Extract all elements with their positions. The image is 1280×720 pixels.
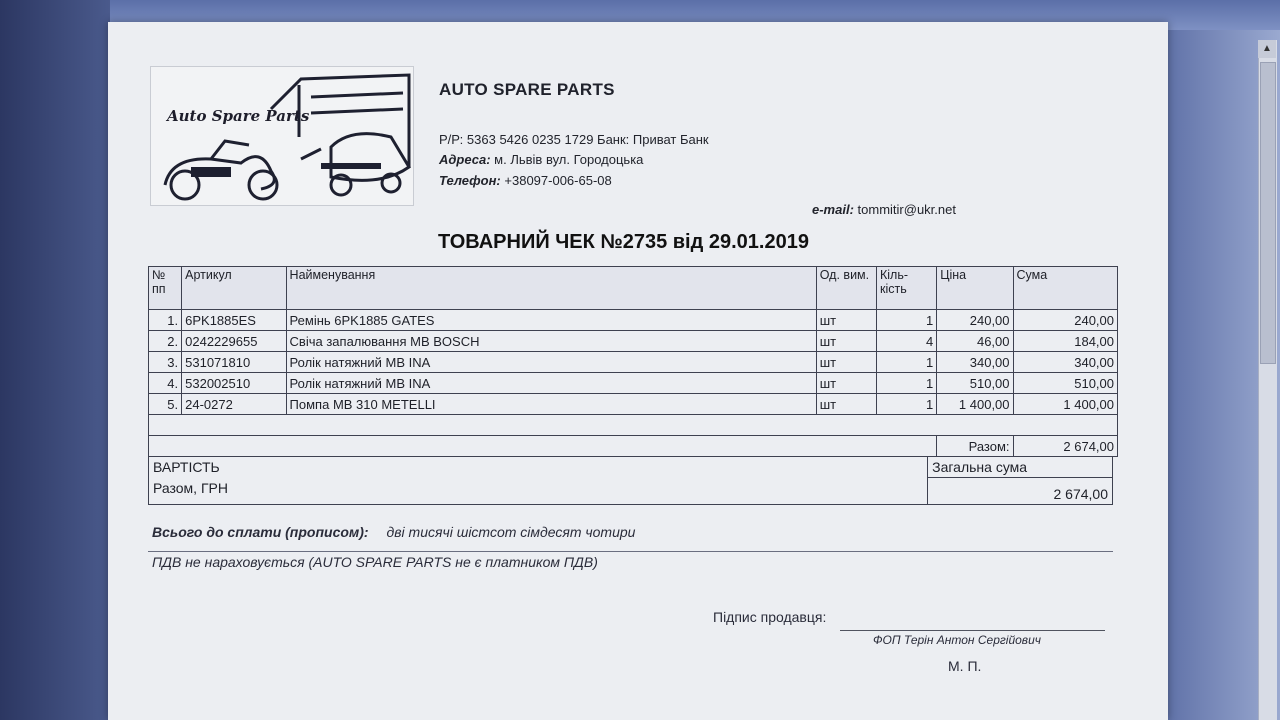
row-article: 24-0272	[182, 394, 286, 415]
row-num: 3.	[149, 352, 182, 373]
grand-total-label: Загальна сума	[928, 457, 1113, 478]
amount-in-words	[152, 524, 635, 540]
scroll-up-arrow-icon[interactable]: ▲	[1258, 40, 1276, 58]
logo-wordmark: Auto Spare Parts	[167, 107, 310, 125]
summary-row-2	[149, 478, 1113, 505]
signature-label: Підпис продавця:	[713, 609, 827, 625]
receipt-document	[108, 22, 1168, 720]
divider	[148, 551, 1113, 552]
row-article: 6PK1885ES	[182, 310, 286, 331]
row-unit: шт	[816, 310, 876, 331]
row-num: 1.	[149, 310, 182, 331]
phone-label: Телефон:	[439, 173, 501, 188]
address-line	[439, 152, 643, 167]
items-table	[148, 266, 1118, 457]
row-name: Ролік натяжний MB INA	[286, 373, 816, 394]
row-qty: 1	[876, 310, 936, 331]
scrollbar-thumb[interactable]	[1260, 62, 1276, 364]
header-sum: Сума	[1013, 267, 1117, 310]
row-unit: шт	[816, 331, 876, 352]
row-sum: 184,00	[1013, 331, 1117, 352]
row-qty: 4	[876, 331, 936, 352]
table-row	[149, 352, 1118, 373]
total-spacer	[149, 436, 937, 457]
cost-label: ВАРТІСТЬ	[149, 457, 928, 478]
row-article: 0242229655	[182, 331, 286, 352]
row-name: Помпа MB 310 METELLI	[286, 394, 816, 415]
row-qty: 1	[876, 394, 936, 415]
bank-account-line	[439, 132, 709, 147]
total-row	[149, 436, 1118, 457]
row-price: 46,00	[937, 331, 1013, 352]
table-row	[149, 394, 1118, 415]
table-row	[149, 310, 1118, 331]
table-header-row	[149, 267, 1118, 310]
row-article: 532002510	[182, 373, 286, 394]
amount-words-label: Всього до сплати (прописом):	[152, 524, 369, 540]
row-qty: 1	[876, 352, 936, 373]
email-label: e-mail:	[812, 202, 854, 217]
table-row	[149, 331, 1118, 352]
company-name: AUTO SPARE PARTS	[439, 80, 615, 99]
header-qty: Кіль-кість	[876, 267, 936, 310]
total-value: 2 674,00	[1013, 436, 1117, 457]
row-sum: 510,00	[1013, 373, 1117, 394]
email-value: tommitir@ukr.net	[857, 202, 956, 217]
company-logo	[150, 66, 414, 206]
row-num: 2.	[149, 331, 182, 352]
row-num: 4.	[149, 373, 182, 394]
blank-cell	[149, 415, 1118, 436]
phone-line	[439, 173, 612, 188]
phone-value: +38097-006-65-08	[504, 173, 612, 188]
receipt-title: ТОВАРНИЙ ЧЕК №2735 від 29.01.2019	[438, 231, 809, 253]
row-num: 5.	[149, 394, 182, 415]
row-name: Ролік натяжний MB INA	[286, 352, 816, 373]
blank-row	[149, 415, 1118, 436]
summary-row-1	[149, 457, 1113, 478]
seller-name: ФОП Терін Антон Сергійович	[873, 633, 1041, 647]
address-label: Адреса:	[439, 152, 491, 167]
table-row	[149, 373, 1118, 394]
account-value: 5363 5426 0235 1729 Банк: Приват Банк	[466, 132, 709, 147]
row-name: Ремінь 6PK1885 GATES	[286, 310, 816, 331]
stamp-place: М. П.	[948, 658, 982, 674]
header-name: Найменування	[286, 267, 816, 310]
row-price: 510,00	[937, 373, 1013, 394]
row-qty: 1	[876, 373, 936, 394]
vat-note: ПДВ не нараховується (AUTO SPARE PARTS не є платником ПДВ)	[152, 554, 598, 570]
summary-table	[148, 456, 1113, 505]
window-left-background	[0, 0, 110, 720]
header-article: Артикул	[182, 267, 286, 310]
total-uah-label: Разом, ГРН	[149, 478, 928, 505]
row-sum: 1 400,00	[1013, 394, 1117, 415]
row-unit: шт	[816, 373, 876, 394]
truck-motorcycle-car-icon	[151, 67, 413, 205]
row-price: 1 400,00	[937, 394, 1013, 415]
header-price: Ціна	[937, 267, 1013, 310]
amount-words-value: дві тисячі шістсот сімдесят чотири	[386, 524, 636, 540]
header-num: № пп	[149, 267, 182, 310]
address-value: м. Львів вул. Городоцька	[494, 152, 644, 167]
signature-line	[840, 630, 1105, 631]
row-sum: 340,00	[1013, 352, 1117, 373]
header-unit: Од. вим.	[816, 267, 876, 310]
total-uah-value: 2 674,00	[928, 478, 1113, 505]
account-label: Р/Р:	[439, 132, 464, 147]
email-line	[812, 202, 956, 217]
row-unit: шт	[816, 394, 876, 415]
row-name: Свіча запалювання MB BOSCH	[286, 331, 816, 352]
row-price: 240,00	[937, 310, 1013, 331]
row-sum: 240,00	[1013, 310, 1117, 331]
row-article: 531071810	[182, 352, 286, 373]
total-label: Разом:	[937, 436, 1013, 457]
row-price: 340,00	[937, 352, 1013, 373]
row-unit: шт	[816, 352, 876, 373]
